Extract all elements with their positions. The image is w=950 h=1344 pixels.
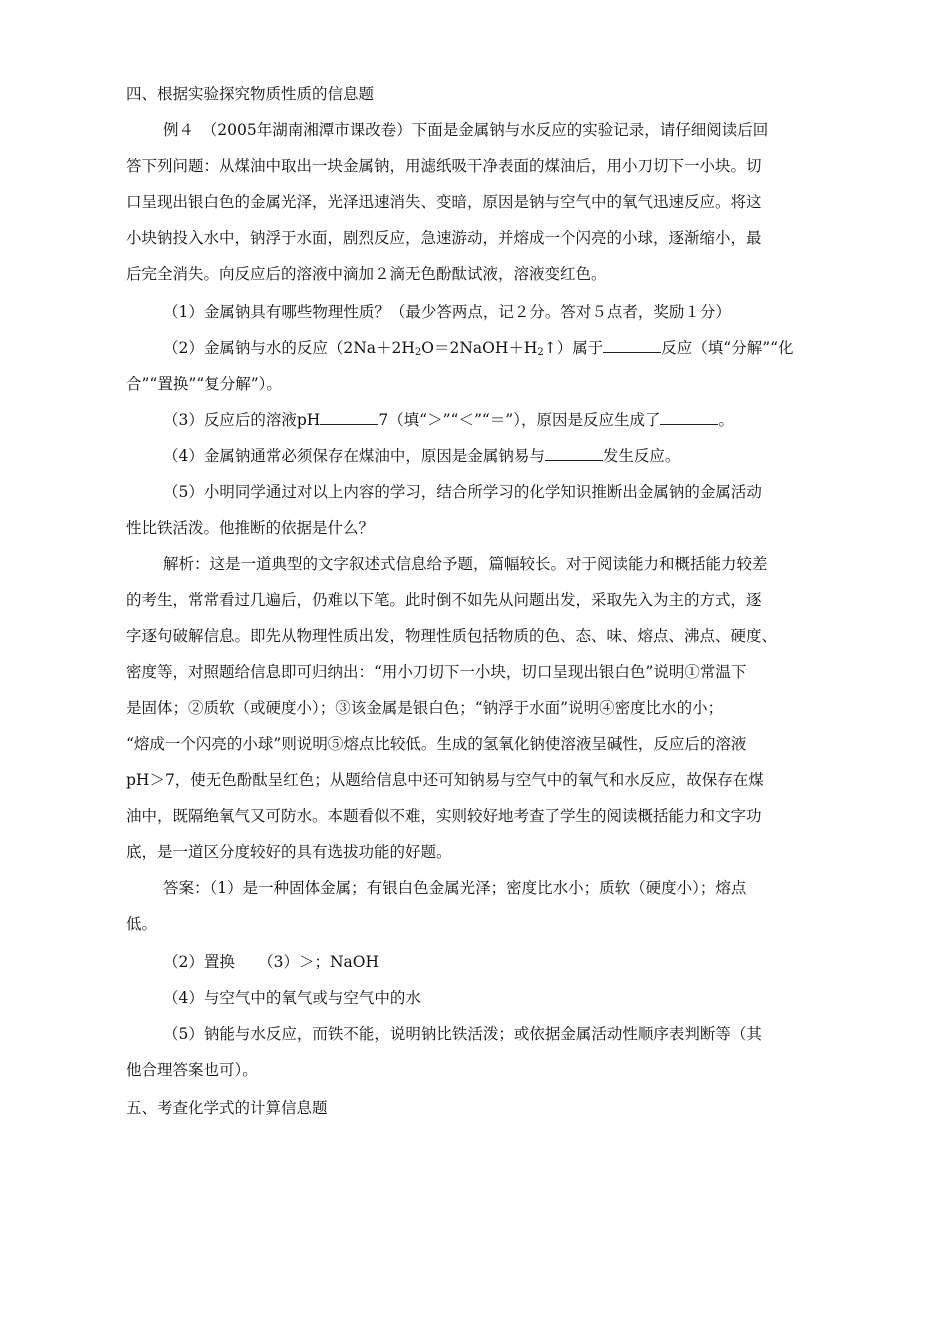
question-2-line-2: 合”“置换”“复分解”）。 [126, 375, 282, 393]
q2-subscript-2: 2 [537, 347, 544, 358]
q2-answer-blank[interactable] [603, 338, 661, 353]
analysis-line-5: 是固体；②质软（或硬度小）；③该金属是银白色；“钠浮于水面”说明④密度比水的小； [126, 699, 724, 717]
q3-ph-blank[interactable] [320, 410, 378, 425]
analysis-line-2: 的考生，常常看过几遍后，仍难以下笔。此时倒不如先从问题出发，采取先入为主的方式，逐 [126, 591, 762, 609]
q2-subscript-1: 2 [414, 347, 422, 358]
answer-4: （4）与空气中的氧气或与空气中的水 [163, 989, 421, 1007]
analysis-line-3: 字逐句破解信息。即先从物理性质出发，物理性质包括物质的色、态、味、熔点、沸点、硬度、 [126, 627, 778, 645]
example-line-4: 小块钠投入水中，钠浮于水面，剧烈反应，急速游动，并熔成一个闪亮的小球，逐渐缩小，最 [126, 229, 762, 247]
answer-5-line-2: 他合理答案也可）。 [126, 1061, 258, 1079]
question-3 [163, 410, 950, 430]
q2-part-a: （2）金属钠与水的反应（2Na＋2H [163, 339, 415, 357]
question-4 [163, 446, 950, 466]
section5-heading: 五、考查化学式的计算信息题 [126, 1099, 328, 1117]
q3-part-b: 7（填“＞”“＜”“＝”），原因是反应生成了 [378, 411, 661, 429]
section4-heading: 四、根据实验探究物质性质的信息题 [126, 85, 375, 103]
answer-5-line-1: （5）钠能与水反应，而铁不能，说明钠比铁活泼；或依据金属活动性顺序表判断等（其 [163, 1025, 762, 1043]
q4-answer-blank[interactable] [545, 446, 603, 461]
question-1: （1）金属钠具有哪些物理性质？（最少答两点，记２分。答对５点者，奖励１分） [163, 303, 731, 321]
question-5-line-2: 性比铁活泼。他推断的依据是什么？ [126, 519, 375, 537]
example-line-5: 后完全消失。向反应后的溶液中滴加２滴无色酚酞试液，溶液变红色。 [126, 265, 607, 283]
answer-1-line-2: 低。 [126, 915, 158, 933]
q2-part-b: O＝2NaOH＋H [421, 339, 538, 357]
analysis-line-7: pH＞7，使无色酚酞呈红色；从题给信息中还可知钠易与空气中的氧气和水反应，故保存在煤 [126, 771, 764, 789]
example-line-3: 口呈现出银白色的金属光泽，光泽迅速消失、变暗，原因是钠与空气中的氧气迅速反应。将这 [126, 193, 762, 211]
q2-part-d: 反应（填“分解”“化 [661, 339, 794, 357]
analysis-line-1: 解析：这是一道典型的文字叙述式信息给予题，篇幅较长。对于阅读能力和概括能力较差 [163, 555, 768, 573]
q4-part-b: 发生反应。 [602, 447, 681, 465]
analysis-line-8: 油中，既隔绝氧气又可防水。本题看似不难，实则较好地考查了学生的阅读概括能力和文字功 [126, 807, 762, 825]
q3-product-blank[interactable] [660, 410, 718, 425]
example-line-2: 答下列问题：从煤油中取出一块金属钠，用滤纸吸干净表面的煤油后，用小刀切下一小块。切 [126, 157, 762, 175]
analysis-line-4: 密度等，对照题给信息即可归纳出：“用小刀切下一小块，切口呈现出银白色”说明①常温下 [126, 663, 747, 681]
analysis-line-6: “熔成一个闪亮的小球”则说明⑤熔点比较低。生成的氢氧化钠使溶液呈碱性，反应后的溶液 [126, 735, 747, 753]
question-2-line-1 [163, 338, 950, 358]
example-line-1: 例４ （2005年湖南湘潭市课改卷）下面是金属钠与水反应的实验记录，请仔细阅读后回 [163, 121, 769, 139]
answer-2-3: （2）置换 （3）＞；NaOH [163, 953, 380, 971]
answer-1-line-1: 答案：（1）是一种固体金属；有银白色金属光泽；密度比水小；质软（硬度小）；熔点 [163, 879, 747, 897]
q2-part-c: ↑）属于 [543, 339, 604, 357]
q3-part-c: 。 [718, 411, 734, 429]
q3-part-a: （3）反应后的溶液pH [163, 411, 321, 429]
analysis-line-9: 底，是一道区分度较好的具有选拔功能的好题。 [126, 843, 452, 861]
question-5-line-1: （5）小明同学通过对以上内容的学习，结合所学习的化学知识推断出金属钠的金属活动 [163, 483, 762, 501]
q4-part-a: （4）金属钠通常必须保存在煤油中，原因是金属钠易与 [163, 447, 545, 465]
